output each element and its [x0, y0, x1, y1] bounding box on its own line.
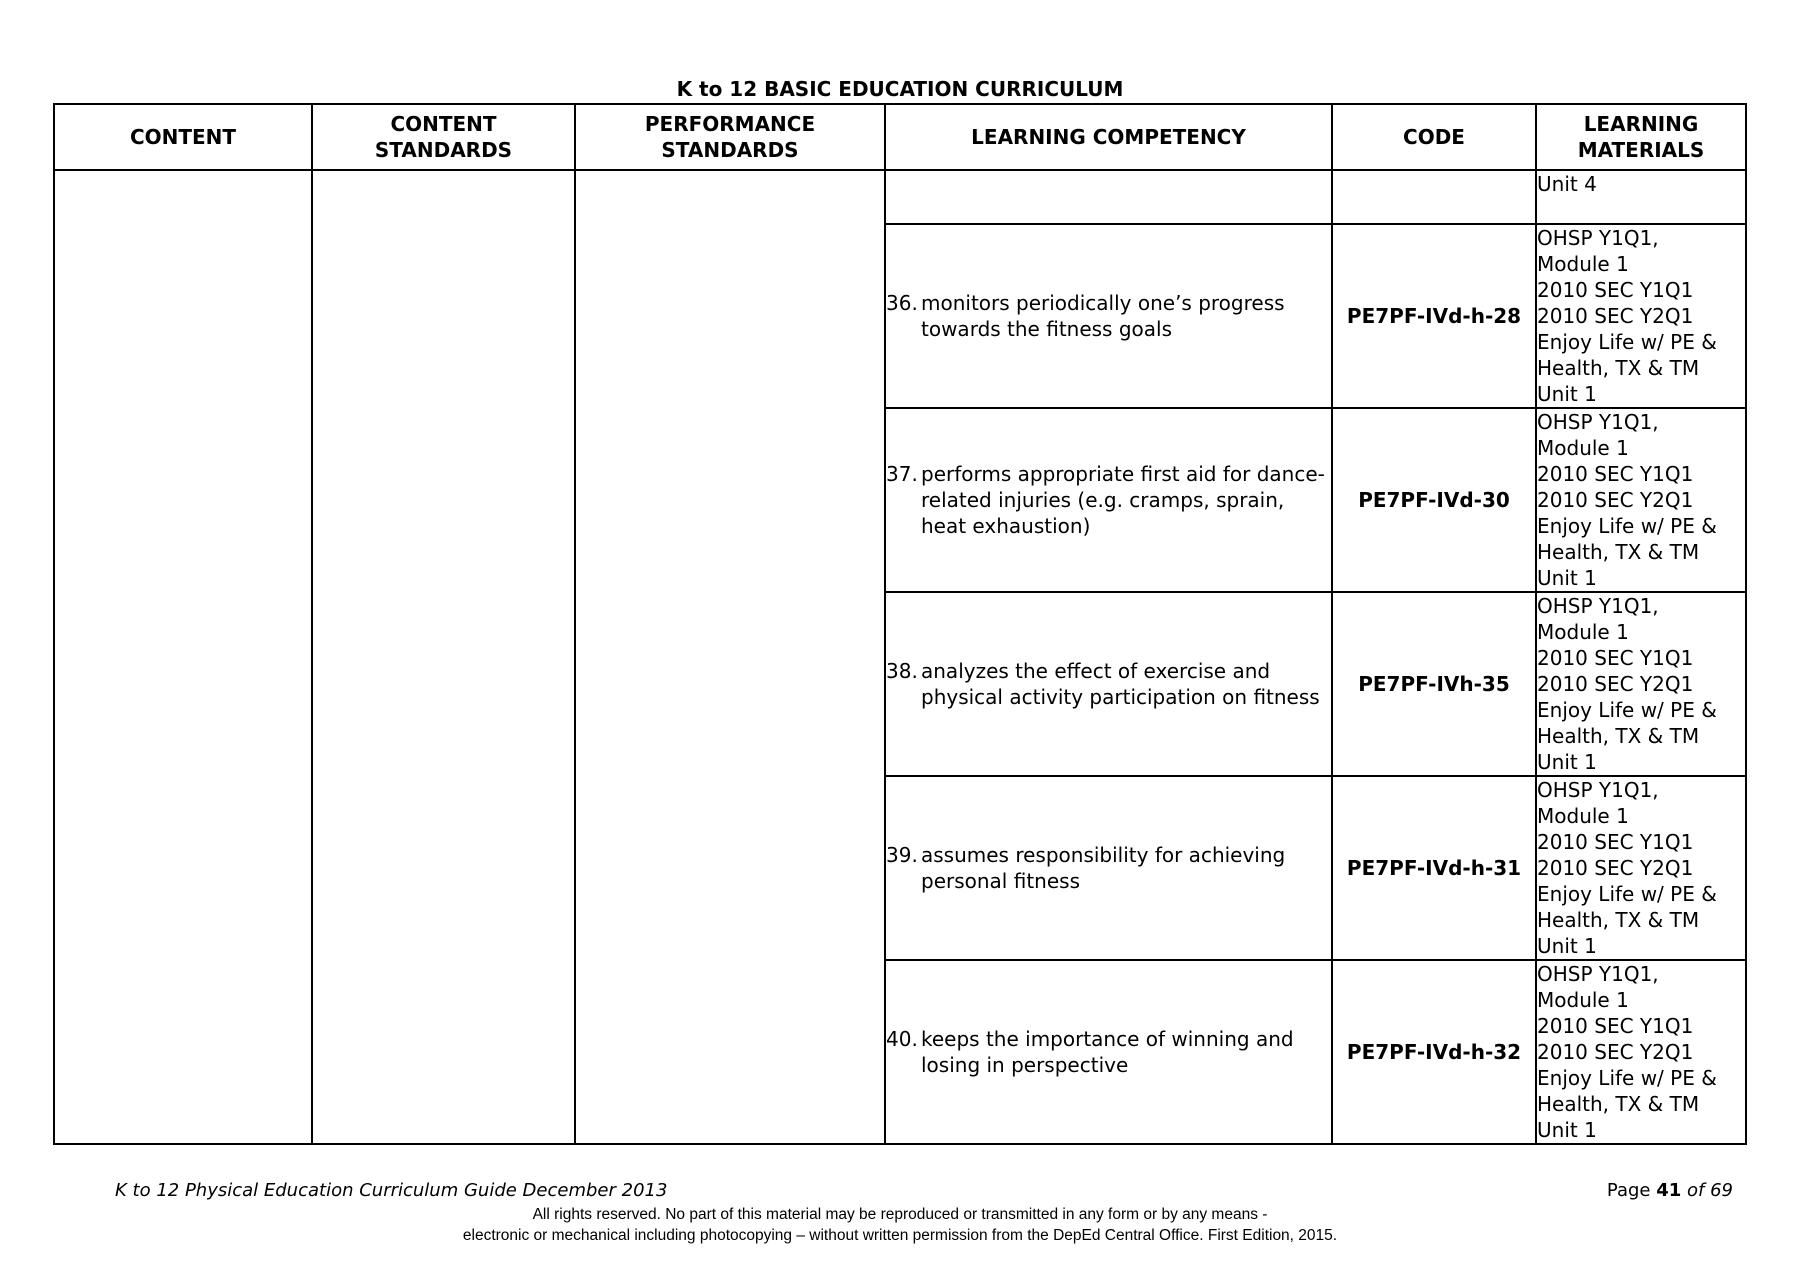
table-row-continued	[54, 170, 1746, 224]
header-content-standards: CONTENT STANDARDS	[312, 104, 575, 170]
competency-text: performs appropriate first aid for dance-related injuries (e.g. cramps, sprain, heat exhaustion)	[921, 462, 1325, 538]
footer-guide-title: K to 12 Physical Education Curriculum Guide December 2013	[115, 1180, 668, 1201]
header-learning-competency: LEARNING COMPETENCY	[885, 104, 1332, 170]
materials-line: 2010 SEC Y2Q1	[1537, 304, 1694, 328]
materials-line: Module 1	[1537, 436, 1629, 460]
footer-rights-notice	[0, 1204, 1800, 1246]
materials-line: 2010 SEC Y2Q1	[1537, 856, 1694, 880]
materials-line: OHSP Y1Q1,	[1537, 962, 1659, 986]
materials-line: Enjoy Life w/ PE &	[1537, 514, 1717, 538]
materials-line: Unit 1	[1537, 382, 1597, 406]
document-title: K to 12 BASIC EDUCATION CURRICULUM	[676, 77, 1124, 101]
materials-cell	[1536, 408, 1746, 592]
header-code: CODE	[1332, 104, 1536, 170]
code-cell	[1332, 170, 1536, 224]
materials-line: Unit 1	[1537, 750, 1597, 774]
page-number: 41	[1656, 1180, 1682, 1201]
materials-line: Unit 1	[1537, 566, 1597, 590]
competency-number: 38.	[886, 659, 918, 683]
materials-line: 2010 SEC Y1Q1	[1537, 646, 1694, 670]
materials-line: OHSP Y1Q1,	[1537, 226, 1659, 250]
materials-cell	[1536, 960, 1746, 1144]
header-learning-materials: LEARNING MATERIALS	[1536, 104, 1746, 170]
code-cell: PE7PF-IVd-h-28	[1332, 224, 1536, 408]
competency-cell	[885, 960, 1332, 1144]
materials-cell	[1536, 224, 1746, 408]
materials-line: OHSP Y1Q1,	[1537, 594, 1659, 618]
content-cell	[54, 170, 312, 1144]
materials-line: Unit 1	[1537, 1118, 1597, 1142]
page-total: of 69	[1687, 1180, 1733, 1201]
performance-standards-cell	[575, 170, 885, 1144]
materials-line: Enjoy Life w/ PE &	[1537, 698, 1717, 722]
competency-number: 37.	[886, 462, 918, 486]
materials-line: Unit 4	[1537, 172, 1597, 196]
materials-line: 2010 SEC Y2Q1	[1537, 488, 1694, 512]
competency-cell	[885, 170, 1332, 224]
materials-line: Module 1	[1537, 252, 1629, 276]
header-performance-standards: PERFORMANCE STANDARDS	[575, 104, 885, 170]
materials-line: 2010 SEC Y1Q1	[1537, 462, 1694, 486]
rights-line: electronic or mechanical including photocopying – without written permission from the DepEd Central Office. First Edition, 2015.	[462, 1227, 1338, 1244]
code-cell: PE7PF-IVd-h-31	[1332, 776, 1536, 960]
materials-line: Unit 1	[1537, 934, 1597, 958]
competency-number: 39.	[886, 843, 918, 867]
materials-line: 2010 SEC Y1Q1	[1537, 1014, 1694, 1038]
code-cell: PE7PF-IVh-35	[1332, 592, 1536, 776]
competency-number: 40.	[886, 1027, 918, 1051]
rights-line: All rights reserved. No part of this material may be reproduced or transmitted in any form or by any means -	[532, 1206, 1268, 1223]
header-row	[54, 104, 1746, 170]
materials-line: Module 1	[1537, 620, 1629, 644]
curriculum-table	[53, 103, 1747, 1145]
header-content: CONTENT	[54, 104, 312, 170]
materials-cell	[1536, 592, 1746, 776]
competency-text: analyzes the effect of exercise and physical activity participation on fitness	[921, 659, 1320, 709]
materials-line: Enjoy Life w/ PE &	[1537, 1066, 1717, 1090]
materials-line: Health, TX & TM	[1537, 908, 1700, 932]
materials-line: 2010 SEC Y1Q1	[1537, 830, 1694, 854]
competency-cell	[885, 408, 1332, 592]
materials-line: Module 1	[1537, 988, 1629, 1012]
materials-line: Health, TX & TM	[1537, 356, 1700, 380]
competency-cell	[885, 776, 1332, 960]
competency-text: monitors periodically one’s progress towards the fitness goals	[921, 291, 1285, 341]
footer-page-number	[1607, 1180, 1733, 1202]
code-cell: PE7PF-IVd-30	[1332, 408, 1536, 592]
materials-line: 2010 SEC Y1Q1	[1537, 278, 1694, 302]
page-label: Page	[1606, 1180, 1651, 1201]
materials-line: Enjoy Life w/ PE &	[1537, 330, 1717, 354]
content-standards-cell	[312, 170, 575, 1144]
materials-line: Health, TX & TM	[1537, 724, 1700, 748]
code-cell: PE7PF-IVd-h-32	[1332, 960, 1536, 1144]
materials-line: OHSP Y1Q1,	[1537, 778, 1659, 802]
materials-line: Module 1	[1537, 804, 1629, 828]
competency-number: 36.	[886, 291, 918, 315]
materials-line: 2010 SEC Y2Q1	[1537, 672, 1694, 696]
materials-line: OHSP Y1Q1,	[1537, 410, 1659, 434]
materials-cell	[1536, 170, 1746, 224]
materials-line: Enjoy Life w/ PE &	[1537, 882, 1717, 906]
competency-cell	[885, 224, 1332, 408]
competency-cell	[885, 592, 1332, 776]
materials-line: Health, TX & TM	[1537, 1092, 1700, 1116]
competency-text: keeps the importance of winning and losing in perspective	[921, 1027, 1294, 1077]
competency-text: assumes responsibility for achieving personal fitness	[921, 843, 1286, 893]
materials-line: Health, TX & TM	[1537, 540, 1700, 564]
materials-line: 2010 SEC Y2Q1	[1537, 1040, 1694, 1064]
materials-cell	[1536, 776, 1746, 960]
